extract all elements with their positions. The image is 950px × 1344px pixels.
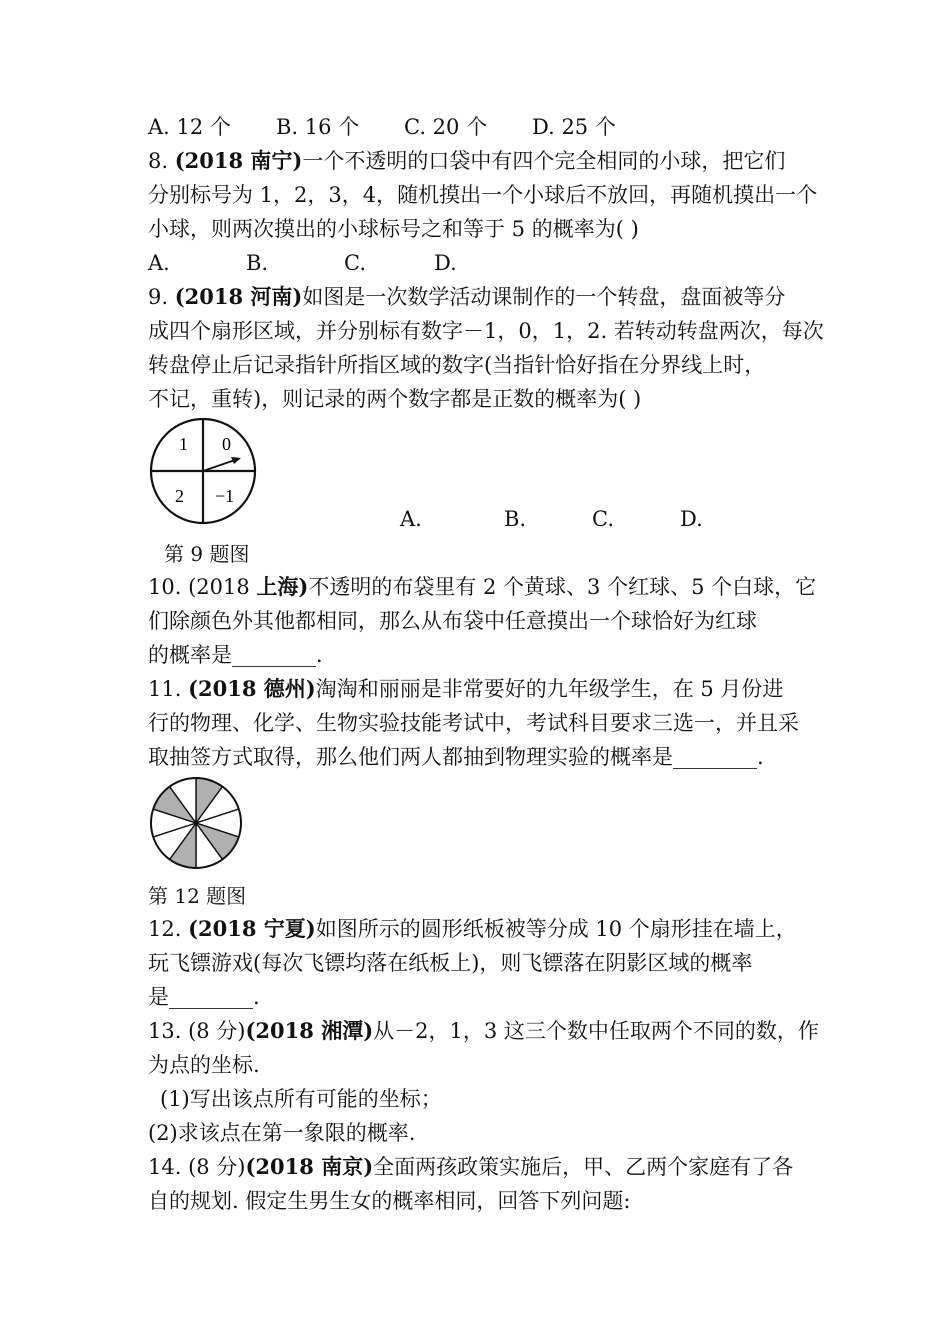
q9-number: 9. xyxy=(148,285,175,309)
q13-line-1 xyxy=(148,1016,819,1046)
q8-source-tag: (2018 南宁) xyxy=(174,148,303,173)
q10-number: 10. (2018 xyxy=(148,575,257,599)
q13-text-1: 从－2，1，3 这三个数中任取两个不同的数，作 xyxy=(373,1019,819,1043)
q10-line-3: 的概率是________. xyxy=(148,643,323,667)
q9-line-3: 转盘停止后记录指针所指区域的数字(当指针恰好指在分界线上时， xyxy=(148,353,766,377)
spinner-label-0: 0 xyxy=(222,434,231,454)
q9-options xyxy=(400,504,703,534)
q13-source-tag: (2018 湘潭) xyxy=(245,1018,374,1043)
q12-number: 12. xyxy=(148,917,189,941)
q8-option-b: B. xyxy=(246,251,269,275)
q9-figure-caption: 第 9 题图 xyxy=(164,542,250,566)
q14-number: 14. (8 分) xyxy=(148,1155,246,1179)
q11-line-2: 行的物理、化学、生物实验技能考试中，考试科目要求三选一，并且采 xyxy=(148,711,799,735)
q7-option-d: D. 25 个 xyxy=(532,115,616,139)
q13-line-2: 为点的坐标. xyxy=(148,1053,260,1077)
q8-line-1 xyxy=(148,146,785,176)
q14-line-1 xyxy=(148,1152,793,1182)
q10-line-1 xyxy=(148,572,816,602)
q8-line-3: 小球，则两次摸出的小球标号之和等于 5 的概率为( ) xyxy=(148,217,639,241)
q11-text-1: 淘淘和丽丽是非常要好的九年级学生，在 5 月份进 xyxy=(315,677,784,701)
q7-options xyxy=(148,112,616,142)
q12-dartboard-figure xyxy=(146,776,246,870)
q12-line-2: 玩飞镖游戏(每次飞镖均落在纸板上)，则飞镖落在阴影区域的概率 xyxy=(148,951,753,975)
q12-figure-caption: 第 12 题图 xyxy=(148,884,247,908)
q8-number: 8. xyxy=(148,149,175,173)
q11-source-tag: (2018 德州) xyxy=(188,676,316,701)
q13-part-1: (1)写出该点所有可能的坐标； xyxy=(160,1087,442,1111)
q10-source-tag: 上海) xyxy=(256,574,309,599)
q11-number: 11. xyxy=(148,677,189,701)
q7-option-c: C. 20 个 xyxy=(404,115,488,139)
q13-number: 13. (8 分) xyxy=(148,1019,246,1043)
spinner-label-1: 1 xyxy=(179,434,188,454)
q8-line-2: 分别标号为 1，2，3，4，随机摸出一个小球后不放回，再随机摸出一个 xyxy=(148,183,818,207)
q14-source-tag: (2018 南京) xyxy=(245,1154,374,1179)
q9-line-1 xyxy=(148,282,785,312)
q11-line-1 xyxy=(148,674,783,704)
q12-line-3: 是________. xyxy=(148,985,260,1009)
q8-options xyxy=(148,248,457,278)
q13-part-2: (2)求该点在第一象限的概率. xyxy=(148,1121,416,1145)
q9-source-tag: (2018 河南) xyxy=(174,284,303,309)
q12-line-1 xyxy=(148,914,797,944)
q9-text-1: 如图是一次数学活动课制作的一个转盘，盘面被等分 xyxy=(302,285,786,309)
q10-text-1: 不透明的布袋里有 2 个黄球、3 个红球、5 个白球，它 xyxy=(308,575,817,599)
q9-option-b: B. xyxy=(504,507,527,531)
q9-option-c: C. xyxy=(592,507,614,531)
q8-option-d: D. xyxy=(434,251,457,275)
q7-option-b: B. 16 个 xyxy=(276,115,360,139)
spinner-label-2: 2 xyxy=(175,486,184,506)
q9-option-a: A. xyxy=(400,507,422,531)
q10-line-2: 们除颜色外其他都相同，那么从布袋中任意摸出一个球恰好为红球 xyxy=(148,609,757,633)
q9-spinner-figure xyxy=(146,418,260,528)
q9-line-4: 不记，重转)，则记录的两个数字都是正数的概率为( ) xyxy=(148,387,642,411)
q14-text-1: 全面两孩政策实施后，甲、乙两个家庭有了各 xyxy=(373,1155,794,1179)
q12-text-1: 如图所示的圆形纸板被等分成 10 个扇形挂在墙上， xyxy=(315,917,797,941)
spinner-label-neg1: −1 xyxy=(215,486,235,506)
q11-line-3: 取抽签方式取得，那么他们两人都抽到物理实验的概率是________. xyxy=(148,745,764,769)
q8-option-c: C. xyxy=(344,251,366,275)
q9-option-d: D. xyxy=(680,507,703,531)
q12-source-tag: (2018 宁夏) xyxy=(188,916,316,941)
q8-option-a: A. xyxy=(148,251,170,275)
q14-line-2: 自的规划. 假定生男生女的概率相同，回答下列问题: xyxy=(148,1189,631,1213)
q8-text-1: 一个不透明的口袋中有四个完全相同的小球，把它们 xyxy=(302,149,786,173)
q9-line-2: 成四个扇形区域，并分别标有数字－1，0，1，2. 若转动转盘两次，每次 xyxy=(148,319,824,343)
q7-option-a: A. 12 个 xyxy=(148,115,231,139)
